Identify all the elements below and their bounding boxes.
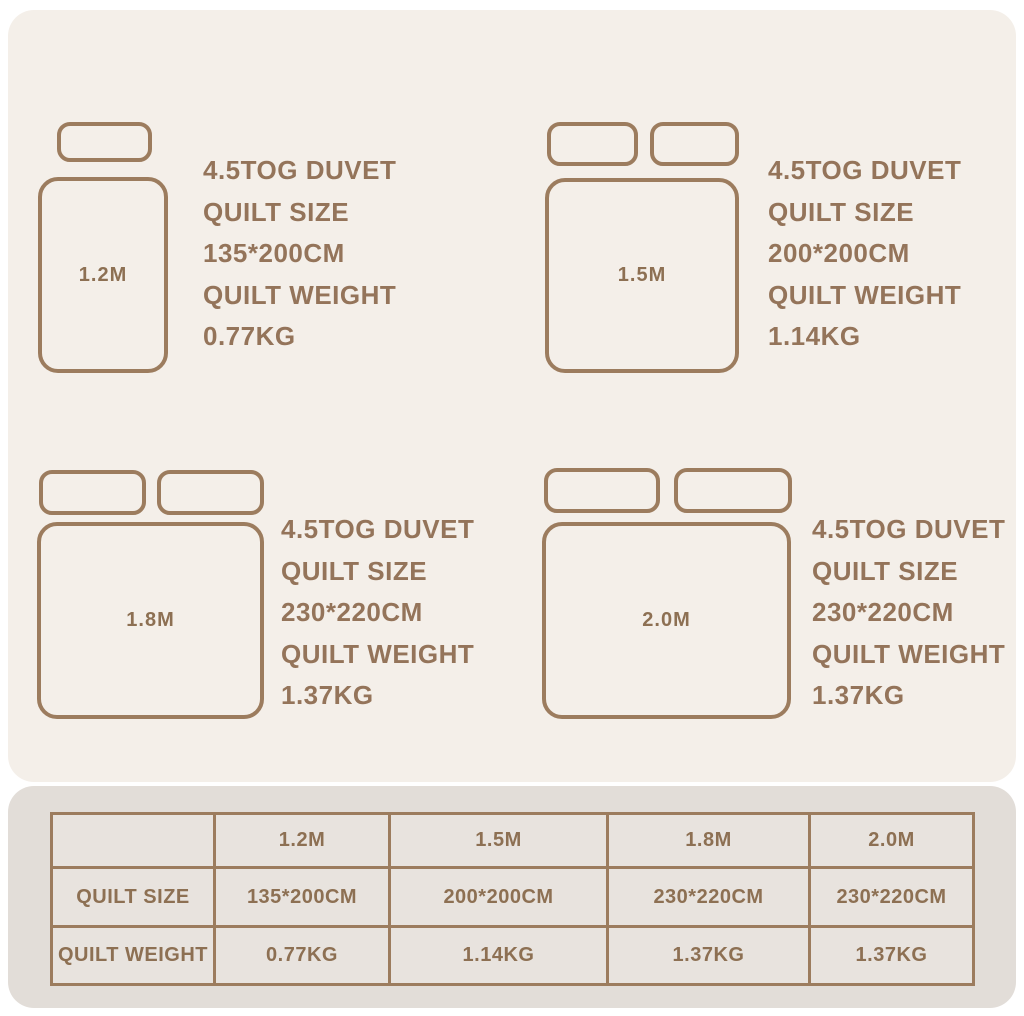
table-cell: 1.14KG (390, 927, 608, 985)
spec-line: 230*220CM (281, 597, 423, 627)
table-cell: 1.37KG (810, 927, 974, 985)
bed-size-label: 2.0M (642, 609, 691, 631)
table-cell: 230*220CM (608, 868, 810, 927)
spec-line: QUILT SIZE (768, 196, 915, 227)
table-col-header: 1.2M (215, 814, 390, 868)
mattress-outline (38, 177, 168, 373)
spec-line: QUILT WEIGHT (812, 638, 1006, 669)
spec-line: QUILT SIZE (812, 555, 959, 586)
table-cell: 230*220CM (810, 868, 974, 927)
spec-line: 230*220CM (812, 597, 954, 627)
mattress-outline (37, 522, 264, 719)
table-header-row (52, 814, 974, 868)
spec-line: 4.5TOG DUVET (281, 514, 475, 544)
pillow-icon (674, 468, 792, 513)
bed-size-label: 1.2M (78, 263, 128, 286)
pillow-icon (157, 470, 264, 515)
spec-line: 1.37KG (281, 680, 374, 710)
bed-size-label: 1.5M (617, 264, 667, 286)
spec-line: 1.14KG (768, 321, 861, 351)
pillow-icon (544, 468, 660, 513)
table-col-header: 2.0M (810, 814, 974, 868)
mattress-outline (542, 522, 791, 719)
table-col-header: 1.8M (608, 814, 810, 868)
spec-line: QUILT WEIGHT (768, 279, 962, 310)
spec-line: 4.5TOG DUVET (768, 155, 962, 185)
table-col-header: 1.5M (390, 814, 608, 868)
spec-line: QUILT WEIGHT (203, 279, 397, 310)
table-row (52, 868, 974, 927)
table-cell: 135*200CM (215, 868, 390, 927)
spec-line: 200*200CM (768, 238, 910, 268)
spec-line: QUILT SIZE (281, 555, 428, 586)
spec-line: 0.77KG (203, 321, 296, 351)
table-row-label: QUILT WEIGHT (52, 927, 215, 985)
pillow-icon (39, 470, 146, 515)
spec-line: QUILT SIZE (203, 196, 350, 227)
spec-line: 1.37KG (812, 680, 905, 710)
spec-line: 4.5TOG DUVET (203, 155, 397, 185)
table-row-label: QUILT SIZE (52, 868, 215, 927)
table-corner-cell (52, 814, 215, 868)
pillow-icon (650, 122, 739, 166)
spec-line: 4.5TOG DUVET (812, 514, 1006, 544)
spec-text-block (281, 509, 474, 717)
bed-size-label: 1.8M (126, 609, 175, 631)
spec-text-block (812, 509, 1005, 717)
pillow-icon (547, 122, 638, 166)
spec-text-block (203, 150, 396, 358)
table-row (52, 927, 974, 985)
table-cell: 200*200CM (390, 868, 608, 927)
table-cell: 1.37KG (608, 927, 810, 985)
spec-text-block (768, 150, 961, 358)
mattress-outline (545, 178, 739, 373)
table-cell: 0.77KG (215, 927, 390, 985)
pillow-icon (57, 122, 152, 162)
spec-line: 135*200CM (203, 238, 345, 268)
spec-line: QUILT WEIGHT (281, 638, 475, 669)
size-table (50, 812, 975, 986)
